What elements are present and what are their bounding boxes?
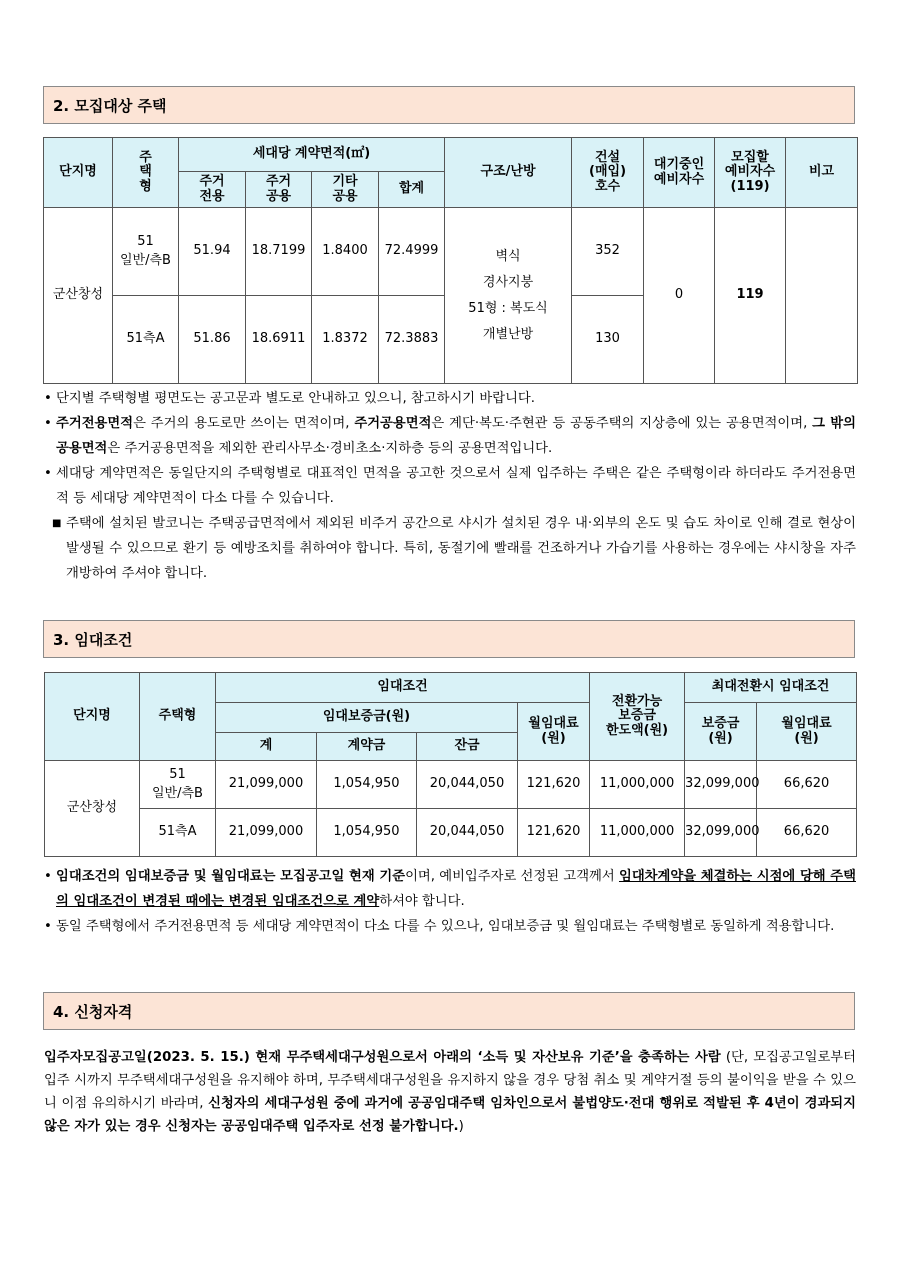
built-cell: 352 <box>572 208 644 296</box>
note-item: • 세대당 계약면적은 동일단지의 주택형별로 대표적인 면적을 공고한 것으로서 실제 입주하는 주택은 같은 주택형이라 하더라도 주거전용면적 등 세대당 계약면적이 다소 다를 수 있습니다. <box>44 466 856 506</box>
other-cell: 1.8372 <box>312 296 379 384</box>
remark-cell <box>786 208 858 384</box>
common-cell: 18.6911 <box>246 296 312 384</box>
table-row <box>45 809 857 857</box>
convertible-cell: 11,000,000 <box>590 761 685 809</box>
section3-notes <box>44 864 856 939</box>
col-remark: 비고 <box>786 138 858 208</box>
type-cell: 51측A <box>113 296 179 384</box>
max-monthly-cell: 66,620 <box>757 809 857 857</box>
col-type: 주택형 <box>140 673 216 761</box>
section2-notes <box>44 386 856 586</box>
col-structure: 구조/난방 <box>445 138 572 208</box>
col-waiting: 대기중인 예비자수 <box>644 138 715 208</box>
built-cell: 130 <box>572 296 644 384</box>
col-max-conv: 최대전환시 임대조건 <box>685 673 857 703</box>
housing-table <box>43 137 858 384</box>
col-recruit: 모집할 예비자수 (119) <box>715 138 786 208</box>
col-max-deposit: 보증금 (원) <box>685 703 757 761</box>
col-contract: 계약금 <box>317 733 417 761</box>
structure-cell: 벽식 경사지붕 51형 : 복도식 개별난방 <box>445 208 572 384</box>
recruit-cell: 119 <box>715 208 786 384</box>
monthly-cell: 121,620 <box>518 809 590 857</box>
col-convertible: 전환가능 보증금 한도액(원) <box>590 673 685 761</box>
waiting-cell: 0 <box>644 208 715 384</box>
col-common: 주거 공용 <box>246 172 312 208</box>
rent-table <box>44 672 857 857</box>
note-item: • 단지별 주택형별 평면도는 공고문과 별도로 안내하고 있으니, 참고하시기 바랍니다. <box>44 391 535 406</box>
col-rent-cond: 임대조건 <box>216 673 590 703</box>
sum-cell: 21,099,000 <box>216 809 317 857</box>
type-cell: 51 일반/측B <box>140 761 216 809</box>
exclusive-cell: 51.86 <box>179 296 246 384</box>
col-balance: 잔금 <box>417 733 518 761</box>
table-row <box>45 761 857 809</box>
col-other: 기타 공용 <box>312 172 379 208</box>
col-deposit: 임대보증금(원) <box>216 703 518 733</box>
monthly-cell: 121,620 <box>518 761 590 809</box>
col-sum: 계 <box>216 733 317 761</box>
max-deposit-cell: 32,099,000 <box>685 809 757 857</box>
type-cell: 51측A <box>140 809 216 857</box>
convertible-cell: 11,000,000 <box>590 809 685 857</box>
col-total: 합계 <box>379 172 445 208</box>
col-monthly: 월임대료 (원) <box>518 703 590 761</box>
note-item: • 동일 주택형에서 주거전용면적 등 세대당 계약면적이 다소 다를 수 있으나, 임대보증금 및 월임대료는 주택형별로 동일하게 적용합니다. <box>44 919 835 934</box>
table-row <box>44 208 858 296</box>
type-cell: 51 일반/측B <box>113 208 179 296</box>
total-cell: 72.3883 <box>379 296 445 384</box>
section4-title: 4. 신청자격 <box>43 992 855 1030</box>
other-cell: 1.8400 <box>312 208 379 296</box>
section2-title: 2. 모집대상 주택 <box>43 86 855 124</box>
col-built: 건설 (매입) 호수 <box>572 138 644 208</box>
section3-title: 3. 임대조건 <box>43 620 855 658</box>
note-item: • 임대조건의 임대보증금 및 월임대료는 모집공고일 현재 기준이며, 예비입주자로 선정된 고객께서 임대차계약을 체결하는 시점에 당해 주택의 임대조건이 변경된 때에는 변경된 임대조건으로 계약하셔야 합니다. <box>44 869 856 909</box>
note-item: ■ 주택에 설치된 발코니는 주택공급면적에서 제외된 비주거 공간으로 샤시가 설치된 경우 내·외부의 온도 및 습도 차이로 인해 결로 현상이 발생될 수 있으므로 환기 등 예방조치를 취하여야 합니다. 특히, 동절기에 빨래를 건조하거나 가습기를 사용하는 경우에는 샤시창을 자주 개방하여 주셔야 합니다. <box>52 516 856 581</box>
col-complex: 단지명 <box>45 673 140 761</box>
col-max-monthly: 월임대료 (원) <box>757 703 857 761</box>
max-deposit-cell: 32,099,000 <box>685 761 757 809</box>
balance-cell: 20,044,050 <box>417 761 518 809</box>
col-area-group: 세대당 계약면적(㎡) <box>179 138 445 172</box>
balance-cell: 20,044,050 <box>417 809 518 857</box>
complex-cell: 군산창성 <box>44 208 113 384</box>
sum-cell: 21,099,000 <box>216 761 317 809</box>
complex-cell: 군산창성 <box>45 761 140 857</box>
exclusive-cell: 51.94 <box>179 208 246 296</box>
max-monthly-cell: 66,620 <box>757 761 857 809</box>
col-type: 주 택 형 <box>113 138 179 208</box>
col-complex: 단지명 <box>44 138 113 208</box>
col-exclusive: 주거 전용 <box>179 172 246 208</box>
contract-cell: 1,054,950 <box>317 809 417 857</box>
common-cell: 18.7199 <box>246 208 312 296</box>
eligibility-paragraph: 입주자모집공고일(2023. 5. 15.) 현재 무주택세대구성원으로서 아래의 ‘소득 및 자산보유 기준’을 충족하는 사람 (단, 모집공고일로부터 입주 시까지 무주택세대구성원을 유지해야 하며, 무주택세대구성원을 유지하지 않을 경우 당첨 취소 및 계약거절 등의 불이익을 받을 수 있으니 이점 유의하시기 바라며, 신청자의 세대구성원 중에 과거에 공공임대주택 임차인으로서 불법양도·전대 행위로 적발된 후 4년이 경과되지 않은 자가 있는 경우 신청자는 공공임대주택 입주자로 선정 불가합니다.) <box>44 1050 856 1134</box>
note-item: • 주거전용면적은 주거의 용도로만 쓰이는 면적이며, 주거공용면적은 계단·복도·주현관 등 공동주택의 지상층에 있는 공용면적이며, 그 밖의 공용면적은 주거공용면적을 제외한 관리사무소·경비초소·지하층 등의 공용면적입니다. <box>44 416 856 456</box>
total-cell: 72.4999 <box>379 208 445 296</box>
contract-cell: 1,054,950 <box>317 761 417 809</box>
